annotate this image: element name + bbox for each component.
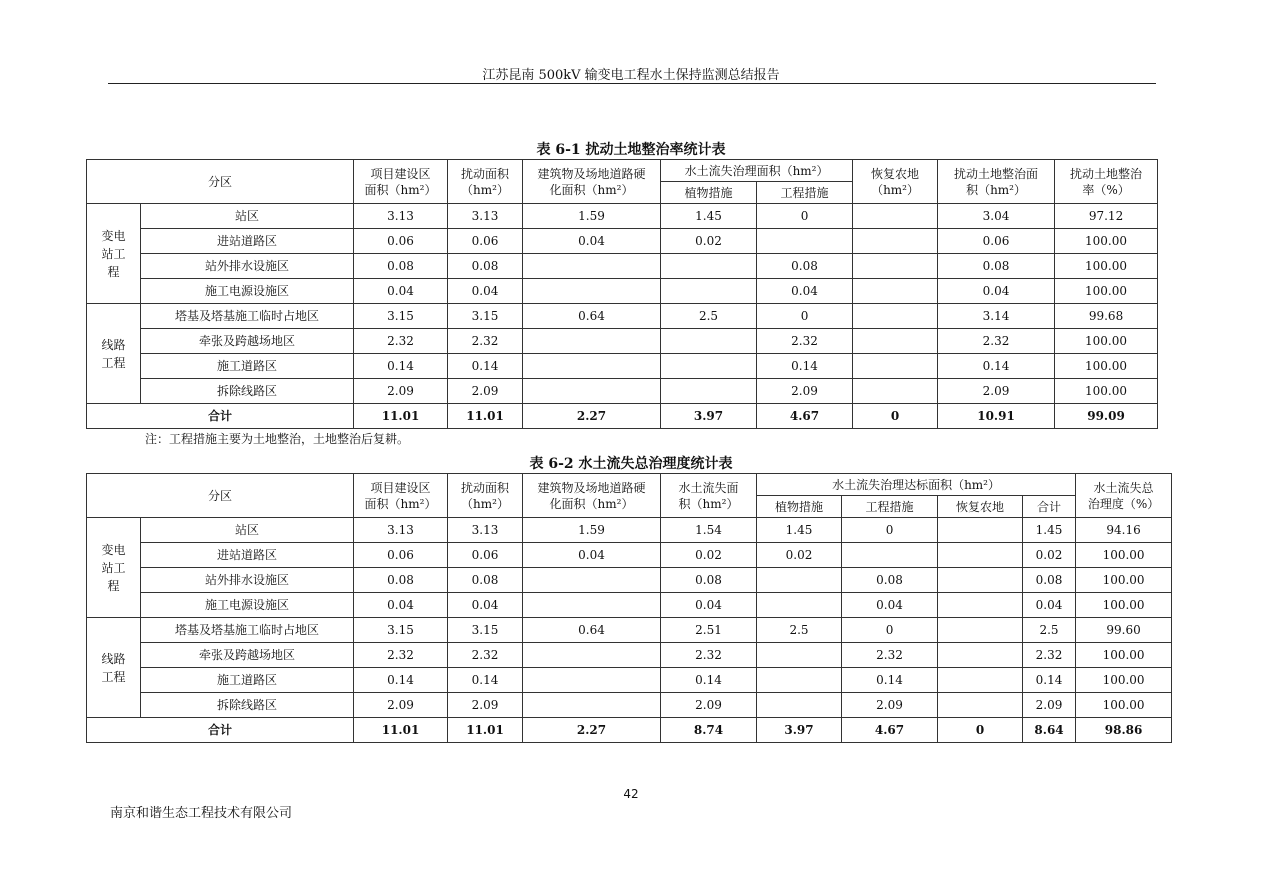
value-cell: 0.14 [448,668,523,693]
table2-body [87,518,1172,743]
value-cell: 2.09 [354,379,448,404]
total-value: 8.64 [1023,718,1076,743]
value-cell: 0.64 [523,304,661,329]
value-cell: 0.08 [354,568,448,593]
value-cell: 2.32 [661,643,757,668]
zone-name-cell: 拆除线路区 [141,693,354,718]
value-cell: 2.32 [354,329,448,354]
value-cell [938,593,1023,618]
value-cell: 0.08 [448,568,523,593]
value-cell [853,204,938,229]
group-substation: 变电站工程 [87,204,141,304]
value-cell: 1.59 [523,204,661,229]
value-cell: 0.08 [938,254,1055,279]
value-cell: 2.5 [1023,618,1076,643]
table-row [87,643,1172,668]
table-row [87,518,1172,543]
value-cell: 0.14 [354,668,448,693]
value-cell: 94.16 [1076,518,1172,543]
value-cell [661,329,757,354]
value-cell [853,329,938,354]
value-cell: 100.00 [1055,254,1158,279]
value-cell [842,543,938,568]
header-subtotal: 合计 [1023,496,1076,518]
value-cell: 2.09 [448,693,523,718]
value-cell: 100.00 [1076,693,1172,718]
value-cell: 0.08 [1023,568,1076,593]
value-cell: 0.14 [661,668,757,693]
value-cell: 3.13 [354,518,448,543]
value-cell: 0.14 [354,354,448,379]
value-cell: 0.04 [757,279,853,304]
value-cell: 2.32 [354,643,448,668]
total-value: 4.67 [842,718,938,743]
table-row [87,568,1172,593]
header-rehab-rate: 扰动土地整治 率（%） [1055,160,1158,204]
value-cell [523,329,661,354]
value-cell [938,518,1023,543]
value-cell: 2.09 [938,379,1055,404]
header-project-area: 项目建设区 面积（hm²） [354,474,448,518]
value-cell [757,643,842,668]
value-cell [853,354,938,379]
value-cell [938,643,1023,668]
value-cell: 0.06 [448,229,523,254]
value-cell [523,379,661,404]
value-cell: 100.00 [1076,568,1172,593]
zone-name-cell: 施工道路区 [141,668,354,693]
header-rehabilitated-area: 扰动土地整治面 积（hm²） [938,160,1055,204]
total-value: 11.01 [354,718,448,743]
value-cell: 3.14 [938,304,1055,329]
value-cell: 0.02 [661,543,757,568]
table-row [87,279,1158,304]
value-cell: 0.14 [938,354,1055,379]
value-cell: 100.00 [1076,543,1172,568]
value-cell: 1.45 [1023,518,1076,543]
value-cell: 0.14 [757,354,853,379]
company-name: 南京和谐生态工程技术有限公司 [110,806,293,821]
value-cell [853,254,938,279]
zone-name-cell: 施工道路区 [141,354,354,379]
value-cell: 2.5 [757,618,842,643]
table-row [87,693,1172,718]
header-treated-area: 水土流失治理达标面积（hm²） [757,474,1076,496]
value-cell: 0.14 [448,354,523,379]
table-row [87,254,1158,279]
value-cell: 100.00 [1076,668,1172,693]
value-cell: 3.15 [354,304,448,329]
value-cell: 0.04 [842,593,938,618]
value-cell: 2.32 [842,643,938,668]
header-restored-farmland: 恢复农地 [938,496,1023,518]
value-cell: 0.08 [354,254,448,279]
value-cell: 0.08 [661,568,757,593]
table-row [87,379,1158,404]
zone-name-cell: 站区 [141,204,354,229]
value-cell: 0.04 [448,593,523,618]
table2 [86,473,1172,743]
header-rule [108,83,1156,84]
value-cell [523,593,661,618]
value-cell: 0.06 [448,543,523,568]
table-row [87,354,1158,379]
total-value: 4.67 [757,404,853,429]
value-cell: 0.04 [938,279,1055,304]
header-engineering-measures: 工程措施 [842,496,938,518]
value-cell: 0.08 [448,254,523,279]
table-row [87,229,1158,254]
value-cell [938,693,1023,718]
zone-name-cell: 塔基及塔基施工临时占地区 [141,304,354,329]
value-cell [853,304,938,329]
table1 [86,159,1158,429]
table-row [87,668,1172,693]
header-vegetation-measures: 植物措施 [757,496,842,518]
header-treatment-area: 水土流失治理面积（hm²） [661,160,853,182]
value-cell: 2.5 [661,304,757,329]
value-cell [523,279,661,304]
value-cell: 3.04 [938,204,1055,229]
value-cell: 99.68 [1055,304,1158,329]
total-label: 合计 [87,718,354,743]
value-cell [938,668,1023,693]
zone-name-cell: 进站道路区 [141,229,354,254]
value-cell: 0.02 [757,543,842,568]
zone-name-cell: 进站道路区 [141,543,354,568]
table-row [87,204,1158,229]
header-restored-farmland: 恢复农地 （hm²） [853,160,938,204]
value-cell: 99.60 [1076,618,1172,643]
value-cell [523,354,661,379]
value-cell: 0.04 [661,593,757,618]
value-cell: 2.09 [842,693,938,718]
total-value: 10.91 [938,404,1055,429]
header-engineering-measures: 工程措施 [757,182,853,204]
value-cell: 3.15 [354,618,448,643]
header-zone: 分区 [87,160,354,204]
header-vegetation-measures: 植物措施 [661,182,757,204]
value-cell: 100.00 [1055,279,1158,304]
value-cell: 2.09 [661,693,757,718]
value-cell: 0.06 [938,229,1055,254]
value-cell: 0.14 [1023,668,1076,693]
table-row [87,304,1158,329]
value-cell: 2.09 [354,693,448,718]
value-cell: 0.02 [661,229,757,254]
value-cell [661,354,757,379]
total-value: 98.86 [1076,718,1172,743]
value-cell: 2.32 [757,329,853,354]
value-cell: 3.13 [354,204,448,229]
value-cell [938,618,1023,643]
value-cell [661,254,757,279]
value-cell: 0.06 [354,229,448,254]
value-cell: 97.12 [1055,204,1158,229]
value-cell: 0.02 [1023,543,1076,568]
value-cell: 1.59 [523,518,661,543]
value-cell [523,568,661,593]
table-row [87,543,1172,568]
total-value: 11.01 [448,718,523,743]
header-hardened-area: 建筑物及场地道路硬 化面积（hm²） [523,474,661,518]
total-value: 3.97 [661,404,757,429]
value-cell: 1.54 [661,518,757,543]
total-value: 2.27 [523,404,661,429]
zone-name-cell: 施工电源设施区 [141,279,354,304]
table-note: 注：工程措施主要为土地整治，土地整治后复耕。 [145,432,410,446]
total-value: 0 [938,718,1023,743]
page-number: 42 [623,787,639,801]
table1-body [87,204,1158,429]
total-value: 2.27 [523,718,661,743]
total-row [87,404,1158,429]
total-value: 11.01 [448,404,523,429]
value-cell: 0.04 [448,279,523,304]
value-cell: 0.06 [354,543,448,568]
value-cell: 0.04 [354,279,448,304]
value-cell: 2.09 [448,379,523,404]
zone-name-cell: 塔基及塔基施工临时占地区 [141,618,354,643]
value-cell: 0 [842,618,938,643]
header-treatment-degree: 水土流失总 治理度（%） [1076,474,1172,518]
total-label: 合计 [87,404,354,429]
value-cell: 2.51 [661,618,757,643]
value-cell [523,668,661,693]
header-disturbed-area: 扰动面积 （hm²） [448,474,523,518]
table-row [87,329,1158,354]
header-hardened-area: 建筑物及场地道路硬 化面积（hm²） [523,160,661,204]
value-cell: 2.09 [1023,693,1076,718]
zone-name-cell: 施工电源设施区 [141,593,354,618]
table-row [87,593,1172,618]
value-cell [661,379,757,404]
value-cell [523,693,661,718]
table-row [87,618,1172,643]
value-cell: 100.00 [1055,229,1158,254]
header-disturbed-area: 扰动面积 （hm²） [448,160,523,204]
value-cell: 3.15 [448,304,523,329]
value-cell: 2.32 [1023,643,1076,668]
value-cell [757,668,842,693]
value-cell: 0.04 [523,229,661,254]
zone-name-cell: 牵张及跨越场地区 [141,329,354,354]
value-cell: 3.13 [448,518,523,543]
value-cell: 0.08 [842,568,938,593]
value-cell [853,379,938,404]
zone-name-cell: 站外排水设施区 [141,568,354,593]
total-value: 11.01 [354,404,448,429]
value-cell: 0 [757,204,853,229]
value-cell: 3.15 [448,618,523,643]
value-cell: 100.00 [1055,329,1158,354]
value-cell: 100.00 [1076,643,1172,668]
zone-name-cell: 站区 [141,518,354,543]
value-cell: 100.00 [1055,379,1158,404]
value-cell: 0 [842,518,938,543]
value-cell: 0.04 [523,543,661,568]
value-cell: 100.00 [1076,593,1172,618]
value-cell [757,229,853,254]
value-cell: 0.14 [842,668,938,693]
value-cell: 0.64 [523,618,661,643]
value-cell: 2.32 [448,643,523,668]
total-value: 99.09 [1055,404,1158,429]
report-title: 江苏昆南 500kV 输变电工程水土保持监测总结报告 [482,68,780,83]
table2-caption: 表 6-2 水土流失总治理度统计表 [529,456,733,472]
header-erosion-area: 水土流失面 积（hm²） [661,474,757,518]
value-cell [853,229,938,254]
zone-name-cell: 拆除线路区 [141,379,354,404]
value-cell: 100.00 [1055,354,1158,379]
value-cell [853,279,938,304]
total-row [87,718,1172,743]
header-zone: 分区 [87,474,354,518]
table1-caption: 表 6-1 扰动土地整治率统计表 [536,142,726,158]
header-project-area: 项目建设区 面积（hm²） [354,160,448,204]
value-cell [757,593,842,618]
group-line: 线路工程 [87,618,141,718]
value-cell [661,279,757,304]
value-cell [523,643,661,668]
value-cell: 2.32 [938,329,1055,354]
value-cell: 1.45 [661,204,757,229]
total-value: 3.97 [757,718,842,743]
value-cell: 0.04 [354,593,448,618]
value-cell: 0.04 [1023,593,1076,618]
value-cell [938,568,1023,593]
total-value: 0 [853,404,938,429]
value-cell [523,254,661,279]
group-line: 线路工程 [87,304,141,404]
value-cell [757,693,842,718]
value-cell: 1.45 [757,518,842,543]
value-cell [757,568,842,593]
total-value: 8.74 [661,718,757,743]
zone-name-cell: 站外排水设施区 [141,254,354,279]
value-cell: 0 [757,304,853,329]
group-substation: 变电站工程 [87,518,141,618]
value-cell: 0.08 [757,254,853,279]
value-cell: 2.32 [448,329,523,354]
zone-name-cell: 牵张及跨越场地区 [141,643,354,668]
value-cell: 3.13 [448,204,523,229]
value-cell: 2.09 [757,379,853,404]
value-cell [938,543,1023,568]
